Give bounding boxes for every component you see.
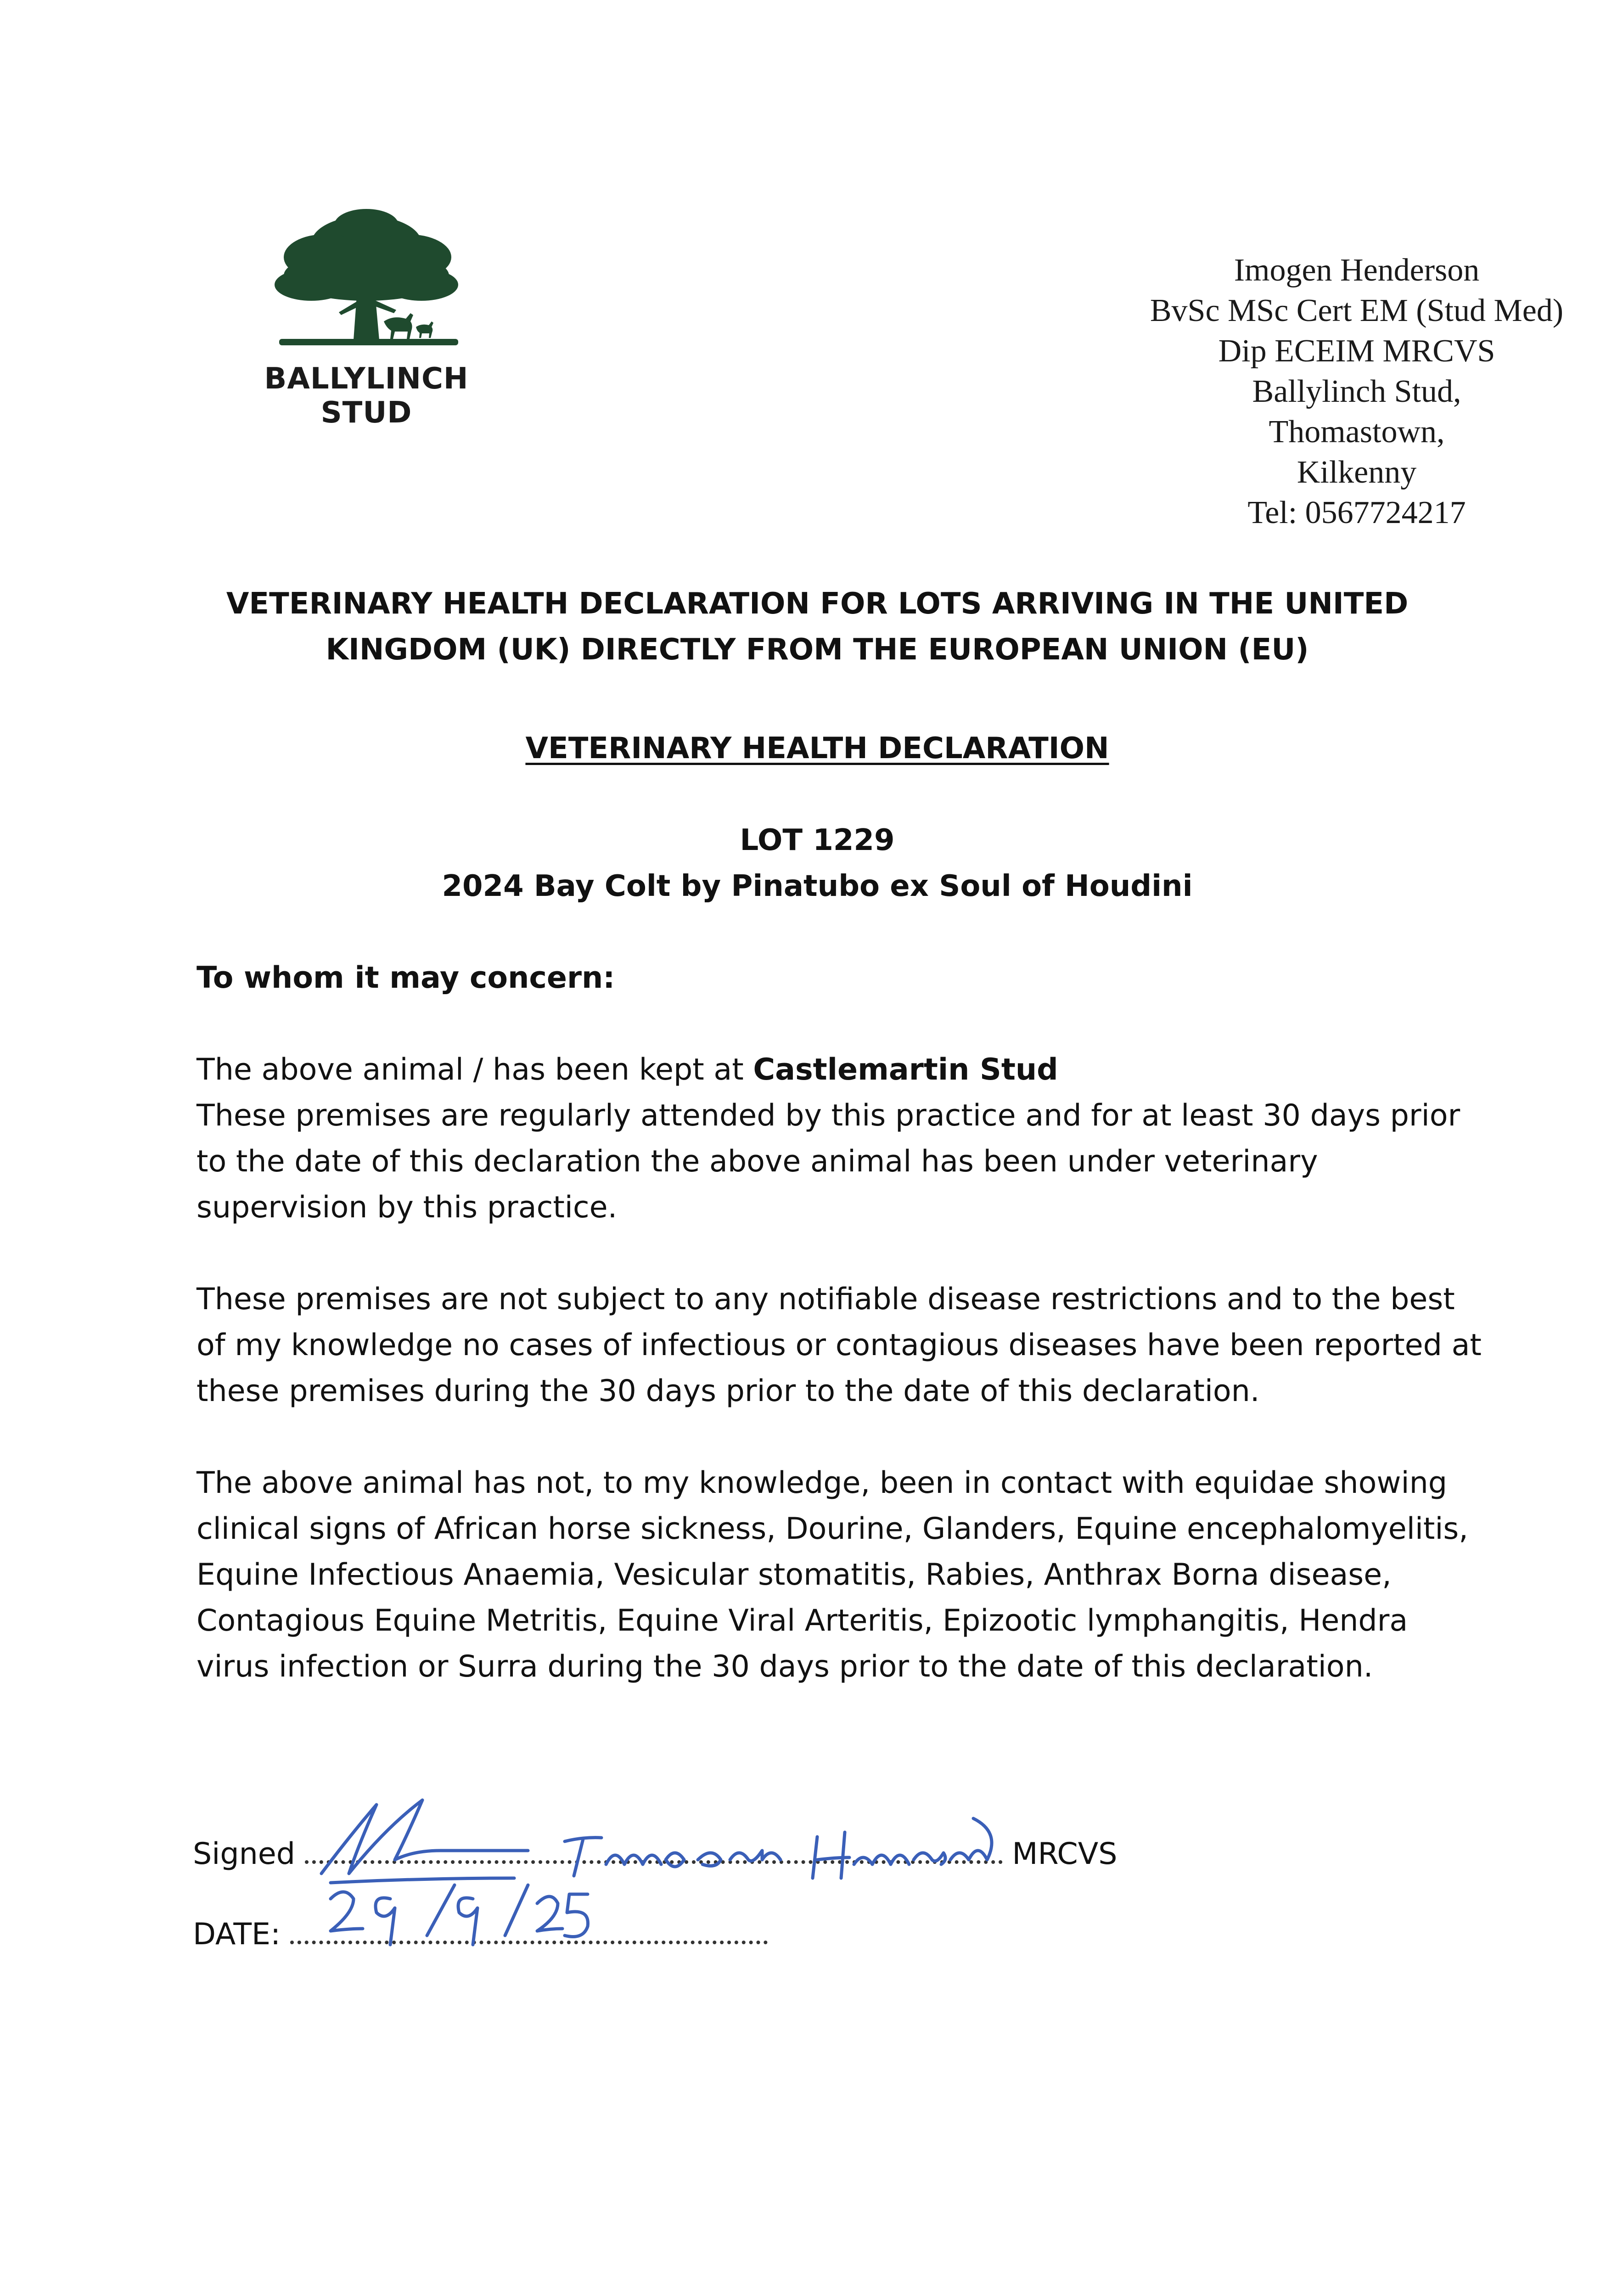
logo-line-1: BALLYLINCH [264, 362, 469, 396]
paragraph-premises-rest: These premises are regularly attended by this practice and for at least 30 days prior to the date of this declaration the above animal has been under veterinary supervision by this practice. [197, 1098, 1460, 1225]
signed-label: Signed [193, 1837, 296, 1871]
vet-name: Imogen Henderson [1234, 253, 1480, 288]
paragraph-equidae-contact: The above animal has not, to my knowledge, been in contact with equidae showing clinical signs of African horse sickness, Dourine, Glanders, Equine encephalomyelitis, Equine Infectious Anaemia, Vesicular stomatitis, Rabies, Anthrax Borna disease, Contagious Equine Metritis, Equine Viral Arteritis, Epizootic lymphangitis, Hendra virus infection or Surra during the 30 days prior to the date of this declaration. [197, 1466, 1468, 1684]
vet-diploma: Dip ECEIM MRCVS [1218, 333, 1495, 369]
lot-details [138, 817, 1497, 909]
lot-number: LOT 1229 [740, 823, 895, 857]
paragraph-premises [197, 1047, 1482, 1231]
logo-text [252, 362, 481, 430]
document-subtitle [138, 726, 1497, 771]
document-title [138, 581, 1497, 673]
subtitle-text: VETERINARY HEALTH DECLARATION [525, 732, 1109, 765]
title-line-1: VETERINARY HEALTH DECLARATION FOR LOTS ARRIVING IN THE UNITED [226, 587, 1409, 621]
ballylinch-stud-logo [252, 207, 481, 430]
logo-line-2: STUD [320, 396, 412, 430]
address-telephone: Tel: 0567724217 [1247, 495, 1466, 530]
salutation: To whom it may concern: [197, 961, 615, 995]
paragraph-disease-restrictions: These premises are not subject to any notifiable disease restrictions and to the best of my knowledge no cases of infectious or contagious diseases have been reported at these premises during the 30 days prior to the date of this declaration. [197, 1282, 1482, 1408]
oak-tree-horses-icon [270, 207, 463, 358]
date-label: DATE: [193, 1917, 281, 1952]
handwritten-date [321, 1880, 597, 1949]
vet-qualifications: BvSc MSc Cert EM (Stud Med) [1150, 293, 1564, 328]
address-line-stud: Ballylinch Stud, [1252, 374, 1461, 409]
title-line-2: KINGDOM (UK) DIRECTLY FROM THE EUROPEAN UNION (EU) [326, 633, 1309, 667]
declaration-body [197, 955, 1482, 1736]
handwritten-signature [303, 1791, 1038, 1892]
address-line-town: Thomastown, [1269, 414, 1445, 450]
paragraph-premises-prefix: The above animal / has been kept at [197, 1052, 753, 1087]
mrcvs-suffix: MRCVS [1012, 1837, 1118, 1871]
horse-description: 2024 Bay Colt by Pinatubo ex Soul of Houdini [442, 869, 1193, 903]
premises-name: Castlemartin Stud [753, 1052, 1058, 1087]
address-line-county: Kilkenny [1297, 455, 1417, 490]
vet-address-block [1093, 250, 1621, 533]
